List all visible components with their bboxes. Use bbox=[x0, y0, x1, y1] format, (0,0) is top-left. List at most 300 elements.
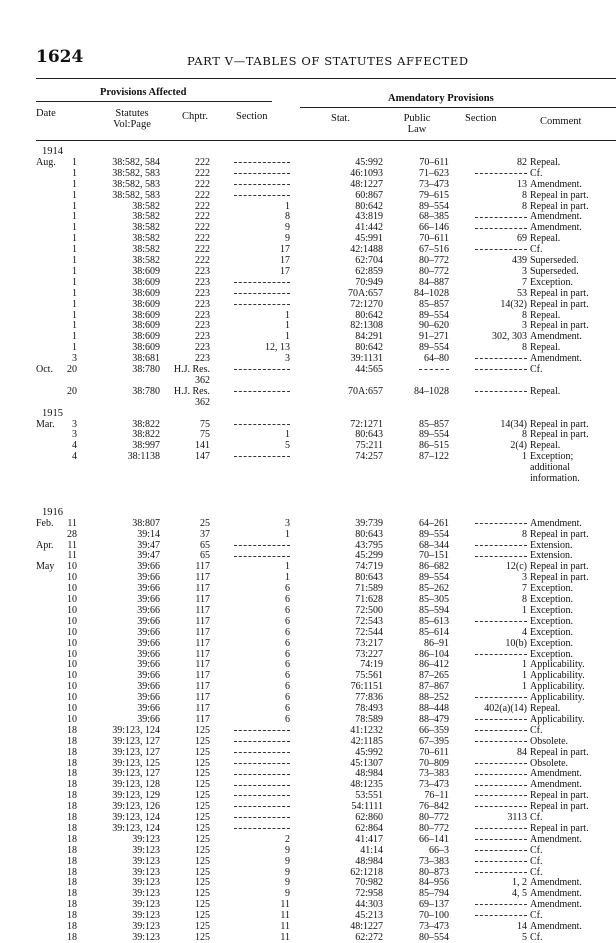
table-row bbox=[0, 529, 616, 540]
cell-public-law: 66–141 bbox=[419, 833, 449, 845]
cell-day: 10 bbox=[67, 626, 77, 638]
cell-section: 8 bbox=[285, 211, 290, 223]
blank-dash bbox=[475, 217, 527, 218]
cell-chapter: 125 bbox=[195, 931, 210, 943]
cell-public-law: 68–385 bbox=[419, 211, 449, 223]
cell-amend-section bbox=[475, 353, 527, 364]
cell-public-law: 73–383 bbox=[419, 768, 449, 780]
cell-section: 6 bbox=[285, 604, 290, 616]
table-row bbox=[0, 725, 616, 736]
blank-dash bbox=[234, 828, 290, 829]
cell-public-law: 89–554 bbox=[419, 572, 449, 584]
cell-section: 17 bbox=[280, 265, 290, 277]
cell-chapter: 222 bbox=[195, 167, 210, 179]
table-row bbox=[0, 768, 616, 779]
cell-statutes-vol-page: 38:681 bbox=[132, 353, 160, 365]
cell-day: 11 bbox=[67, 517, 77, 529]
cell-amend-section bbox=[475, 758, 527, 769]
cell-day: 10 bbox=[67, 594, 77, 605]
cell-section: 1 bbox=[285, 320, 290, 332]
cell-stat: 70:949 bbox=[355, 276, 383, 288]
cell-statutes-vol-page: 39:123 bbox=[132, 844, 160, 856]
cell-statutes-vol-page: 39:66 bbox=[137, 615, 160, 627]
cell-section bbox=[234, 725, 290, 736]
cell-public-law: 79–615 bbox=[419, 189, 449, 201]
cell-statutes-vol-page: 39:66 bbox=[137, 583, 160, 595]
cell-section: 9 bbox=[285, 866, 290, 878]
cell-comment: Exception. bbox=[530, 637, 574, 649]
cell-comment: Repeal in part. bbox=[530, 418, 589, 430]
cell-section: 6 bbox=[285, 713, 290, 725]
blank-dash bbox=[475, 828, 527, 829]
cell-statutes-vol-page: 38:807 bbox=[132, 517, 160, 529]
cell-section: 6 bbox=[285, 583, 290, 595]
cell-chapter: 125 bbox=[195, 812, 210, 823]
table-row bbox=[0, 451, 616, 462]
cell-amend-section bbox=[475, 518, 527, 529]
cell-public-law: 70–151 bbox=[419, 550, 449, 562]
cell-amend-section: 439 bbox=[512, 255, 527, 266]
table-row bbox=[0, 888, 616, 899]
cell-statutes-vol-page: 38:582, 583 bbox=[112, 167, 160, 179]
cell-section: 1 bbox=[285, 528, 290, 540]
cell-comment: Repeal in part. bbox=[530, 298, 589, 310]
cell-public-law: 89–554 bbox=[419, 200, 449, 212]
cell-amend-section: 14(34) bbox=[500, 418, 527, 430]
cell-amend-section bbox=[475, 550, 527, 561]
cell-stat: 39:1131 bbox=[350, 353, 383, 365]
cell-amend-section: 12(c) bbox=[505, 561, 527, 573]
blank-dash bbox=[475, 369, 527, 370]
cell-amend-section: 13 bbox=[517, 178, 527, 190]
cell-comment: Repeal in part. bbox=[530, 801, 589, 813]
cell-month: Apr. bbox=[36, 539, 54, 551]
cell-statutes-vol-page: 39:123, 124 bbox=[112, 812, 160, 823]
cell-chapter: 125 bbox=[195, 801, 210, 813]
cell-section: 11 bbox=[280, 931, 290, 943]
cell-stat: 72:543 bbox=[355, 615, 383, 627]
cell-stat: 75:561 bbox=[355, 670, 383, 682]
cell-amend-section: 4, 5 bbox=[512, 888, 527, 900]
cell-stat: 73:227 bbox=[355, 648, 383, 660]
cell-stat: 84:291 bbox=[355, 331, 383, 343]
cell-statutes-vol-page: 38:822 bbox=[132, 418, 160, 430]
cell-amend-section bbox=[475, 244, 527, 255]
cell-public-law: 66–146 bbox=[419, 222, 449, 234]
cell-day: 10 bbox=[67, 583, 77, 595]
table-row bbox=[0, 190, 616, 201]
cell-stat: 48:1227 bbox=[350, 178, 383, 190]
cell-chapter: 117 bbox=[195, 604, 210, 616]
cell-section bbox=[234, 823, 290, 834]
cell-stat: 62:272 bbox=[355, 931, 383, 943]
cell-section bbox=[234, 790, 290, 801]
cell-comment: Repeal in part. bbox=[530, 200, 589, 212]
cell-chapter: 125 bbox=[195, 855, 210, 867]
cell-chapter: 223 bbox=[195, 265, 210, 277]
cell-stat: 48:1227 bbox=[350, 921, 383, 932]
cell-year: 1914 bbox=[42, 146, 63, 157]
table-row bbox=[0, 899, 616, 910]
cell-chapter: 223 bbox=[195, 309, 210, 321]
cell-public-law: 76–842 bbox=[419, 801, 449, 813]
cell-stat: 53:551 bbox=[355, 790, 383, 802]
cell-chapter: 117 bbox=[195, 637, 210, 649]
blank-dash bbox=[475, 774, 527, 775]
blank-dash bbox=[234, 173, 290, 174]
cell-amend-section bbox=[475, 899, 527, 910]
cell-amend-section bbox=[475, 692, 527, 703]
table-row bbox=[0, 419, 616, 430]
cell-comment: Applicability. bbox=[530, 692, 585, 704]
table-row bbox=[0, 440, 616, 451]
cell-statutes-vol-page: 39:66 bbox=[137, 681, 160, 693]
cell-amend-section: 53 bbox=[517, 287, 527, 299]
cell-statutes-vol-page: 39:66 bbox=[137, 659, 160, 671]
cell-public-law: 80–772 bbox=[419, 255, 449, 266]
cell-comment: Repeal. bbox=[530, 440, 561, 452]
cell-amend-section: 402(a)(14) bbox=[484, 703, 527, 714]
cell-statutes-vol-page: 39:66 bbox=[137, 626, 160, 638]
cell-stat: 42:1488 bbox=[350, 244, 383, 256]
cell-public-law bbox=[419, 364, 449, 375]
col-header-chptr: Chptr. bbox=[182, 111, 208, 122]
table-row bbox=[0, 386, 616, 397]
cell-stat: 45:1307 bbox=[350, 757, 383, 769]
table-row bbox=[0, 375, 616, 386]
cell-chapter: 125 bbox=[195, 790, 210, 802]
cell-chapter: 223 bbox=[195, 276, 210, 288]
cell-public-law: 73–473 bbox=[419, 178, 449, 190]
cell-public-law: 86–682 bbox=[419, 561, 449, 573]
cell-comment: Repeal in part. bbox=[530, 429, 589, 441]
cell-amend-section: 1 bbox=[522, 659, 527, 671]
table-row bbox=[0, 266, 616, 277]
blank-dash bbox=[475, 795, 527, 796]
cell-public-law: 85–305 bbox=[419, 594, 449, 605]
cell-amend-section: 2(4) bbox=[510, 440, 527, 452]
col-header-amend-section: Section bbox=[465, 113, 497, 124]
cell-stat: 82:1308 bbox=[350, 320, 383, 332]
cell-day: 1 bbox=[72, 156, 77, 168]
cell-statutes-vol-page: 38:997 bbox=[132, 440, 160, 452]
table-row bbox=[0, 429, 616, 440]
cell-comment: Superseded. bbox=[530, 265, 579, 277]
cell-day: 1 bbox=[72, 287, 77, 299]
cell-public-law: 80–772 bbox=[419, 265, 449, 277]
cell-amend-section bbox=[475, 790, 527, 801]
cell-section: 17 bbox=[280, 255, 290, 266]
cell-comment: Extension. bbox=[530, 550, 573, 562]
table-row bbox=[0, 703, 616, 714]
cell-public-law: 91–271 bbox=[419, 331, 449, 343]
table-row bbox=[0, 714, 616, 725]
cell-chapter: 125 bbox=[195, 833, 210, 845]
cell-statutes-vol-page: 38:582 bbox=[132, 222, 160, 234]
cell-section bbox=[234, 168, 290, 179]
cell-public-law: 68–344 bbox=[419, 539, 449, 551]
cell-comment: Cf. bbox=[530, 812, 543, 823]
cell-chapter: 75 bbox=[200, 429, 210, 441]
cell-chapter: 125 bbox=[195, 844, 210, 856]
cell-amend-section bbox=[475, 867, 527, 878]
cell-amend-section: 8 bbox=[522, 309, 527, 321]
cell-day: 20 bbox=[67, 385, 77, 397]
cell-statutes-vol-page: 39:123, 125 bbox=[112, 757, 160, 769]
cell-public-law: 64–261 bbox=[419, 517, 449, 529]
table-row bbox=[0, 222, 616, 233]
cell-section bbox=[234, 540, 290, 551]
cell-day: 18 bbox=[67, 921, 77, 932]
cell-day: 3 bbox=[72, 353, 77, 365]
cell-statutes-vol-page: 38:780 bbox=[132, 385, 160, 397]
cell-comment: Repeal. bbox=[530, 342, 561, 354]
cell-comment: Amendment. bbox=[530, 888, 582, 900]
cell-public-law: 70–611 bbox=[419, 233, 449, 245]
blank-dash bbox=[475, 741, 527, 742]
cell-statutes-vol-page: 38:609 bbox=[132, 276, 160, 288]
cell-comment: Exception; bbox=[530, 451, 574, 463]
cell-statutes-vol-page: 39:123, 124 bbox=[112, 822, 160, 834]
cell-section bbox=[234, 179, 290, 190]
cell-month: Feb. bbox=[36, 517, 54, 529]
cell-chapter: 125 bbox=[195, 866, 210, 878]
blank-dash bbox=[475, 904, 527, 905]
cell-stat: 42:1185 bbox=[350, 735, 383, 747]
cell-amend-section bbox=[475, 725, 527, 736]
cell-day: 10 bbox=[67, 572, 77, 584]
cell-public-law: 89–554 bbox=[419, 528, 449, 540]
cell-year: 1915 bbox=[42, 407, 63, 419]
cell-amend-section bbox=[475, 834, 527, 845]
cell-chapter: 125 bbox=[195, 910, 210, 922]
cell-section: 3 bbox=[285, 517, 290, 529]
cell-stat: 62:859 bbox=[355, 265, 383, 277]
cell-comment: Amendment. bbox=[530, 222, 582, 234]
cell-statutes-vol-page: 39:123, 127 bbox=[112, 768, 160, 780]
cell-section: 5 bbox=[285, 440, 290, 452]
table-row bbox=[0, 550, 616, 561]
cell-section bbox=[234, 758, 290, 769]
cell-day: 18 bbox=[67, 888, 77, 900]
cell-section: 1 bbox=[285, 309, 290, 321]
cell-day: 18 bbox=[67, 931, 77, 943]
cell-statutes-vol-page: 39:66 bbox=[137, 692, 160, 704]
cell-amend-section: 3 bbox=[522, 572, 527, 584]
cell-stat: 41:417 bbox=[355, 833, 383, 845]
cell-section: 11 bbox=[280, 910, 290, 922]
cell-amend-section: 8 bbox=[522, 528, 527, 540]
cell-section bbox=[234, 801, 290, 812]
blank-dash bbox=[234, 424, 290, 425]
cell-comment: Applicability. bbox=[530, 670, 585, 682]
cell-statutes-vol-page: 38:609 bbox=[132, 342, 160, 354]
cell-section bbox=[234, 157, 290, 168]
cell-day: 18 bbox=[67, 899, 77, 911]
cell-section: 6 bbox=[285, 670, 290, 682]
cell-public-law: 86–515 bbox=[419, 440, 449, 452]
cell-section bbox=[234, 419, 290, 430]
cell-stat: 54:1111 bbox=[351, 801, 383, 813]
cell-statutes-vol-page: 39:123 bbox=[132, 877, 160, 889]
cell-comment: Repeal in part. bbox=[530, 822, 589, 834]
cell-public-law: 85–857 bbox=[419, 418, 449, 430]
cell-comment: Applicability. bbox=[530, 659, 585, 671]
table-row bbox=[0, 801, 616, 812]
cell-day: 1 bbox=[72, 265, 77, 277]
cell-public-law: 66–359 bbox=[419, 724, 449, 736]
cell-section: 9 bbox=[285, 233, 290, 245]
table-row bbox=[0, 758, 616, 769]
table-row bbox=[0, 473, 616, 484]
cell-day: 4 bbox=[72, 451, 77, 463]
cell-chapter: 117 bbox=[195, 615, 210, 627]
cell-day: 1 bbox=[72, 200, 77, 212]
cell-statutes-vol-page: 38:1138 bbox=[127, 451, 160, 463]
col-header-date: Date bbox=[36, 108, 56, 119]
table-row bbox=[0, 507, 616, 518]
cell-comment: Amendment. bbox=[530, 178, 582, 190]
table-row bbox=[0, 168, 616, 179]
cell-stat: 45:299 bbox=[355, 550, 383, 562]
cell-stat: 41:14 bbox=[360, 844, 383, 856]
cell-section: 12, 13 bbox=[265, 342, 290, 354]
cell-comment: Cf. bbox=[530, 855, 543, 867]
cell-stat: 62:704 bbox=[355, 255, 383, 266]
table-row bbox=[0, 233, 616, 244]
cell-statutes-vol-page: 38:609 bbox=[132, 320, 160, 332]
cell-statutes-vol-page: 38:609 bbox=[132, 309, 160, 321]
blank-dash bbox=[475, 785, 527, 786]
cell-statutes-vol-page: 38:582 bbox=[132, 255, 160, 266]
cell-public-law: 85–594 bbox=[419, 604, 449, 616]
cell-stat: 45:992 bbox=[355, 156, 383, 168]
table-row bbox=[0, 638, 616, 649]
cell-amend-section: 10(b) bbox=[505, 637, 527, 649]
cell-amend-section: 1 bbox=[522, 670, 527, 682]
cell-statutes-vol-page: 38:780 bbox=[132, 364, 160, 375]
cell-public-law: 84–956 bbox=[419, 877, 449, 889]
table-row bbox=[0, 910, 616, 921]
blank-dash bbox=[475, 861, 527, 862]
cell-day: 1 bbox=[72, 167, 77, 179]
cell-public-law: 88–479 bbox=[419, 713, 449, 725]
cell-stat: 39:739 bbox=[355, 517, 383, 529]
cell-day: 1 bbox=[72, 189, 77, 201]
blank-dash bbox=[475, 763, 527, 764]
cell-statutes-vol-page: 38:609 bbox=[132, 331, 160, 343]
cell-comment: Exception. bbox=[530, 583, 574, 595]
col-header-stat: Stat. bbox=[331, 113, 350, 124]
cell-section: 2 bbox=[285, 833, 290, 845]
cell-comment: Amendment. bbox=[530, 517, 582, 529]
cell-public-law: 76–11 bbox=[424, 790, 449, 802]
cell-public-law: 70–611 bbox=[419, 156, 449, 168]
cell-month: May bbox=[36, 561, 55, 573]
table-row bbox=[0, 201, 616, 212]
cell-day: 20 bbox=[67, 364, 77, 375]
cell-comment: Exception. bbox=[530, 276, 574, 288]
table-row bbox=[0, 856, 616, 867]
cell-statutes-vol-page: 39:123 bbox=[132, 855, 160, 867]
cell-statutes-vol-page: 38:822 bbox=[132, 429, 160, 441]
cell-day: 1 bbox=[72, 244, 77, 256]
cell-stat: 62:1218 bbox=[350, 866, 383, 878]
cell-section bbox=[234, 768, 290, 779]
blank-dash bbox=[475, 839, 527, 840]
cell-amend-section: 8 bbox=[522, 594, 527, 605]
cell-day: 1 bbox=[72, 342, 77, 354]
cell-chapter: H.J. Res. bbox=[173, 364, 210, 375]
cell-day: 1 bbox=[72, 211, 77, 223]
cell-chapter: 222 bbox=[195, 189, 210, 201]
cell-amend-section: 4 bbox=[522, 626, 527, 638]
cell-public-law: 66–3 bbox=[429, 844, 449, 856]
cell-comment: Cf. bbox=[530, 844, 543, 856]
table-row bbox=[0, 211, 616, 222]
table-row bbox=[0, 659, 616, 670]
table-row bbox=[0, 616, 616, 627]
cell-comment: Repeal in part. bbox=[530, 528, 589, 540]
blank-dash bbox=[475, 915, 527, 916]
cell-day: 18 bbox=[67, 833, 77, 845]
table-row bbox=[0, 583, 616, 594]
cell-day: 11 bbox=[67, 539, 77, 551]
blank-dash bbox=[234, 752, 290, 753]
table-row bbox=[0, 649, 616, 660]
table-row bbox=[0, 310, 616, 321]
cell-amend-section: 302, 303 bbox=[492, 331, 527, 343]
cell-chapter: 125 bbox=[195, 746, 210, 758]
table-row bbox=[0, 812, 616, 823]
cell-day: 18 bbox=[67, 746, 77, 758]
table-row bbox=[0, 921, 616, 932]
cell-stat: 72:1271 bbox=[350, 418, 383, 430]
blank-dash bbox=[234, 763, 290, 764]
blank-dash bbox=[234, 293, 290, 294]
cell-amend-section: 7 bbox=[522, 583, 527, 595]
table-row bbox=[0, 779, 616, 790]
cell-day: 1 bbox=[72, 222, 77, 234]
cell-statutes-vol-page: 39:123 bbox=[132, 866, 160, 878]
cell-amend-section bbox=[475, 386, 527, 397]
blank-dash bbox=[475, 556, 527, 557]
cell-day: 3 bbox=[72, 418, 77, 430]
cell-public-law: 80–554 bbox=[419, 931, 449, 943]
cell-day: 18 bbox=[67, 768, 77, 780]
table-row bbox=[0, 747, 616, 758]
table-row bbox=[0, 561, 616, 572]
table-row bbox=[0, 670, 616, 681]
cell-chapter: 222 bbox=[195, 156, 210, 168]
table-row bbox=[0, 834, 616, 845]
cell-statutes-vol-page: 39:66 bbox=[137, 713, 160, 725]
table-row bbox=[0, 277, 616, 288]
cell-stat: 60:867 bbox=[355, 189, 383, 201]
cell-comment: Exception. bbox=[530, 626, 574, 638]
cell-amend-section: 8 bbox=[522, 189, 527, 201]
cell-day: 3 bbox=[72, 429, 77, 441]
cell-comment: Superseded. bbox=[530, 255, 579, 266]
table-row bbox=[0, 540, 616, 551]
cell-amend-section: 84 bbox=[517, 746, 527, 758]
page-number: 1624 bbox=[36, 47, 84, 67]
cell-section: 6 bbox=[285, 637, 290, 649]
cell-public-law: 87–867 bbox=[419, 681, 449, 693]
cell-amend-section bbox=[475, 736, 527, 747]
table-row bbox=[0, 397, 616, 408]
cell-stat: 43:795 bbox=[355, 539, 383, 551]
